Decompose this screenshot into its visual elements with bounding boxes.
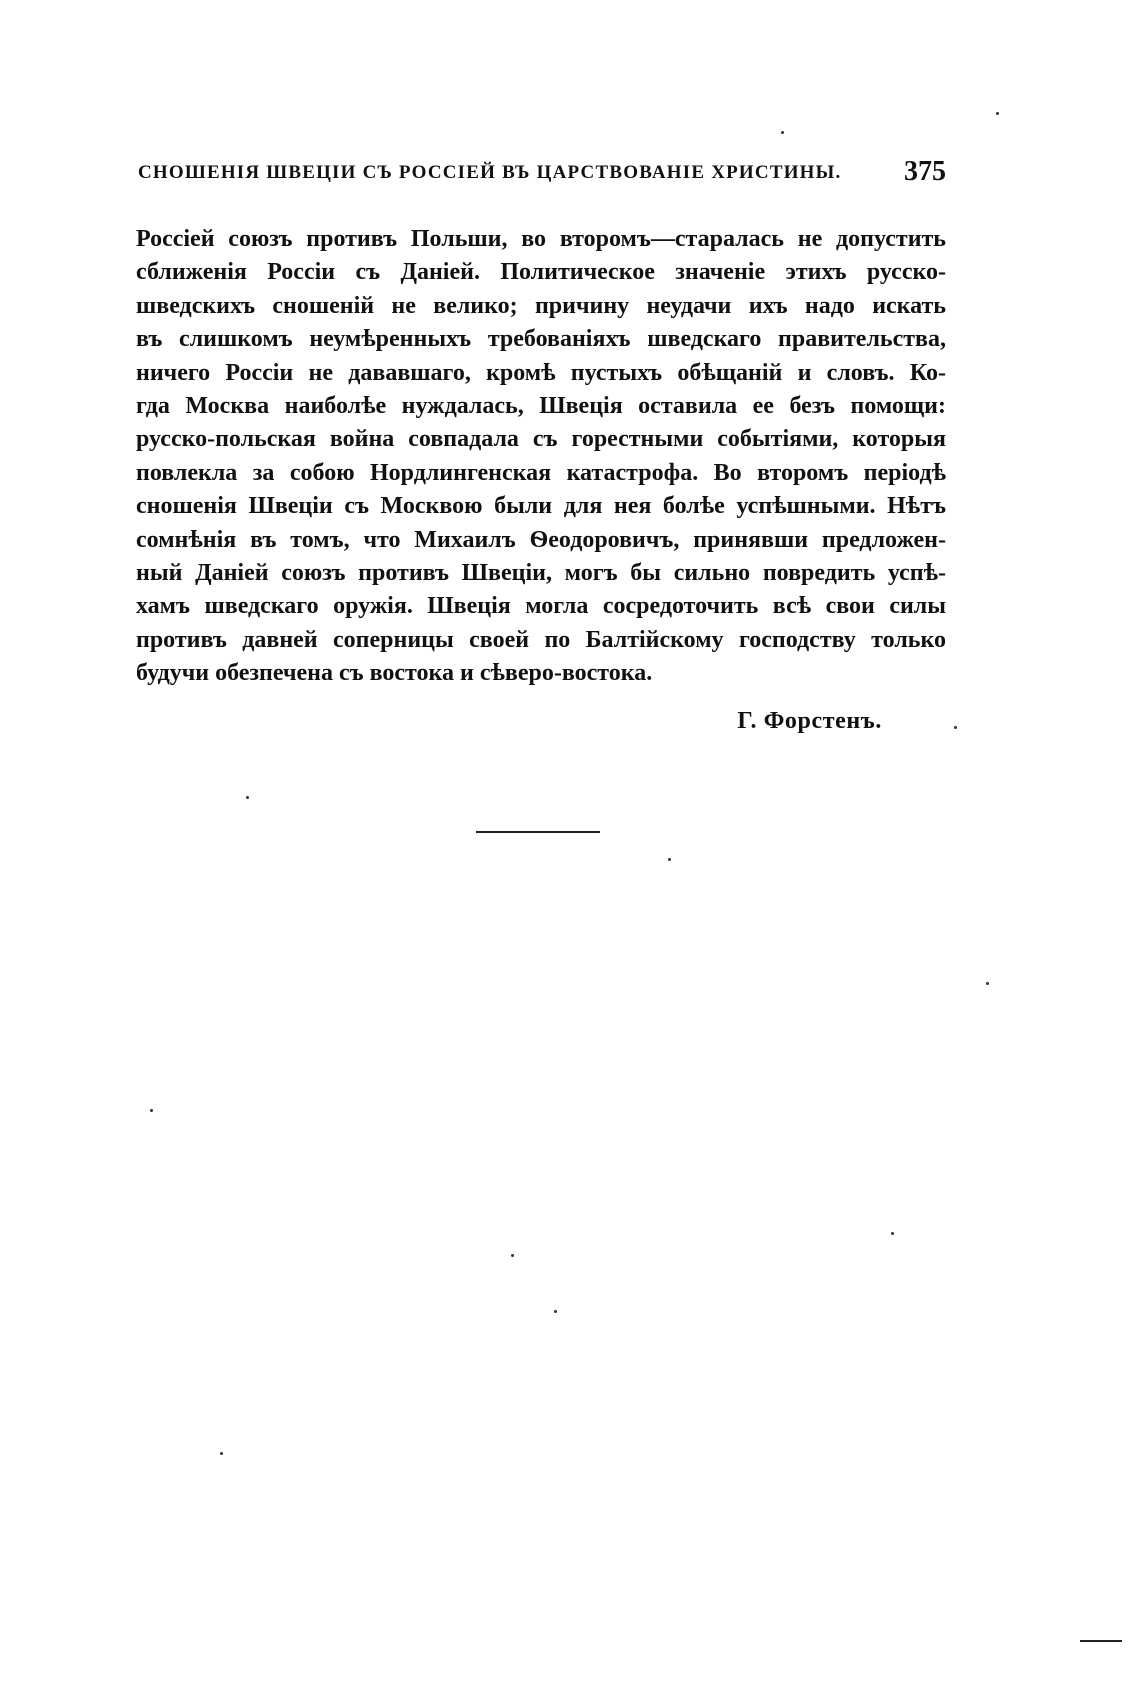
scan-speck — [996, 112, 999, 115]
text-line: повлекла за собою Нордлингенская катастрофа. Во второмъ періодѣ — [136, 459, 946, 486]
scan-speck — [554, 1310, 557, 1313]
scan-speck — [668, 858, 671, 861]
text-line: сомнѣнія въ томъ, что Михаилъ Ѳеодоровичъ, принявши предложен- — [136, 526, 946, 553]
text-line: шведскихъ сношеній не велико; причину неудачи ихъ надо искать — [136, 292, 946, 319]
text-line: Россіей союзъ противъ Польши, во второмъ—старалась не допустить — [136, 226, 946, 252]
author-signature: Г. Форстенъ. — [737, 708, 882, 734]
scan-speck — [220, 1452, 223, 1455]
scan-speck — [511, 1254, 514, 1257]
text-line: гда Москва наиболѣе нуждалась, Швеція оставила ее безъ помощи: — [136, 392, 946, 419]
text-line: ничего Россіи не дававшаго, кромѣ пустыхъ обѣщаній и словъ. Ко- — [136, 359, 946, 386]
text-line: сношенія Швеціи съ Москвою были для нея болѣе успѣшными. Нѣтъ — [136, 493, 946, 520]
scan-speck — [891, 1232, 894, 1235]
body-paragraph — [136, 223, 946, 690]
text-line: въ слишкомъ неумѣренныхъ требованіяхъ шведскаго правительства, — [136, 326, 946, 353]
page-number: 375 — [904, 156, 946, 187]
text-line: будучи обезпечена съ востока и сѣверо-востока. — [136, 660, 653, 687]
running-header — [138, 156, 946, 192]
text-line: ный Даніей союзъ противъ Швеціи, могъ бы сильно повредить успѣ- — [136, 559, 946, 586]
margin-rule-mark — [1080, 1640, 1122, 1642]
scan-speck — [954, 726, 957, 729]
running-title: СНОШЕНІЯ ШВЕЦІИ СЪ РОССІЕЙ ВЪ ЦАРСТВОВАНІЕ ХРИСТИНЫ. — [138, 162, 842, 183]
text-line: хамъ шведскаго оружія. Швеція могла сосредоточить всѣ свои силы — [136, 593, 946, 620]
text-line: противъ давней соперницы своей по Балтійскому господству только — [136, 626, 946, 653]
text-line: русско-польская война совпадала съ горестными событіями, которыя — [136, 426, 946, 453]
scan-speck — [150, 1109, 153, 1112]
text-line: сближенія Россіи съ Даніей. Политическое значеніе этихъ русско- — [136, 259, 946, 286]
scan-speck — [781, 131, 784, 134]
scan-speck — [246, 796, 249, 799]
scan-speck — [986, 982, 989, 985]
section-divider — [476, 831, 600, 833]
